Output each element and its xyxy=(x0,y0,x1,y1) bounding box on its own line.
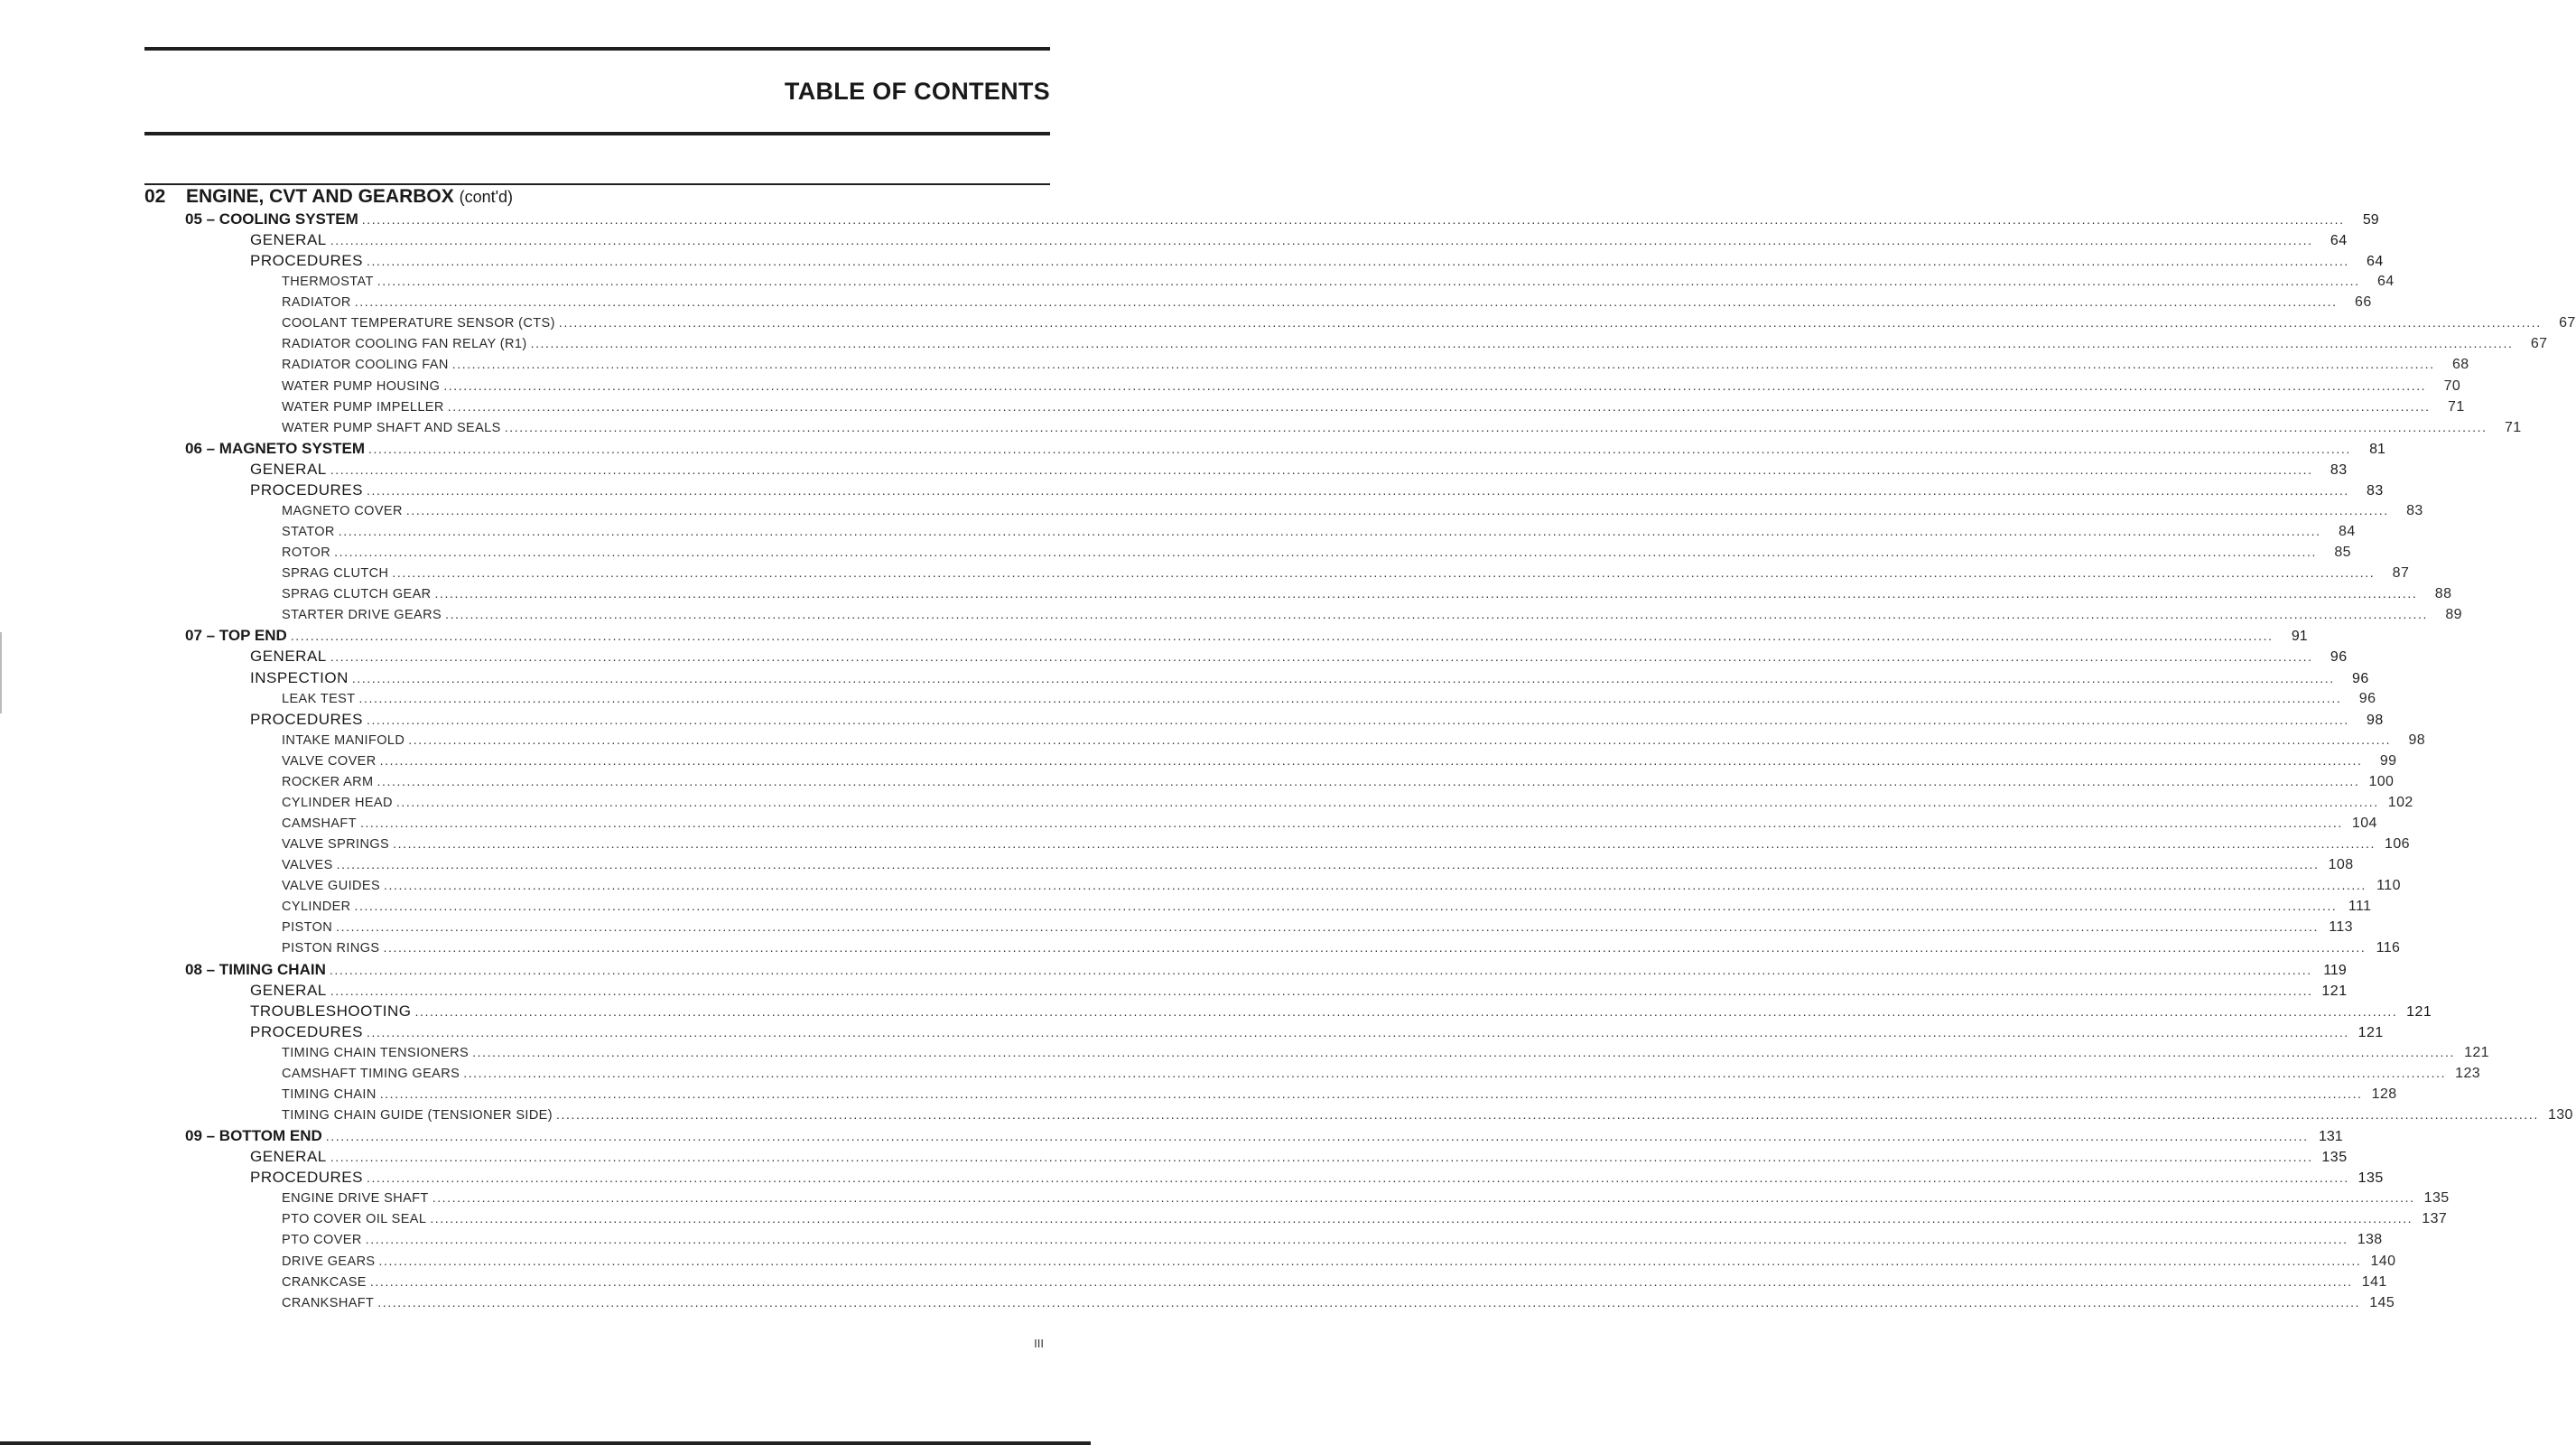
dot-leader: ................................................................................................................................................................................................................................................................................................................................................................................................................ xyxy=(325,1129,2309,1144)
dot-leader: ................................................................................................................................................................................................................................................................................................................................................................................................................ xyxy=(368,441,2351,456)
toc-entry-title: GENERAL xyxy=(250,648,327,666)
toc-entry-title: GENERAL xyxy=(250,231,327,249)
toc-entry-page: 111 xyxy=(2348,899,2372,915)
toc-entry[interactable] xyxy=(250,667,2369,688)
toc-entry-title: STARTER DRIVE GEARS xyxy=(282,608,442,623)
dot-leader: ................................................................................................................................................................................................................................................................................................................................................................................................................ xyxy=(472,1044,2455,1059)
toc-entry-page: 71 xyxy=(2448,398,2465,415)
dot-leader: ................................................................................................................................................................................................................................................................................................................................................................................................................ xyxy=(358,690,2342,705)
toc-entry[interactable] xyxy=(250,229,2348,250)
toc-entry-title: PTO COVER OIL SEAL xyxy=(282,1212,427,1227)
dot-leader: ................................................................................................................................................................................................................................................................................................................................................................................................................ xyxy=(451,357,2435,372)
toc-entry-page: 64 xyxy=(2376,274,2395,290)
toc-entry-title: GENERAL xyxy=(250,981,327,999)
toc-entry-page: 83 xyxy=(2367,482,2384,499)
toc-entry-page: 67 xyxy=(2559,315,2576,331)
toc-entry-title: PISTON RINGS xyxy=(282,941,380,956)
toc-entry-page: 88 xyxy=(2434,586,2452,602)
toc-entry[interactable] xyxy=(282,333,2548,354)
dot-leader: ................................................................................................................................................................................................................................................................................................................................................................................................................ xyxy=(366,712,2349,727)
toc-entry[interactable] xyxy=(185,438,2385,459)
toc-entry-page: 59 xyxy=(2362,212,2379,228)
toc-entry[interactable] xyxy=(250,459,2348,480)
toc-entry[interactable] xyxy=(282,604,2462,625)
toc-entry-page: 121 xyxy=(2464,1044,2489,1060)
toc-entry-title: VALVE GUIDES xyxy=(282,879,381,894)
toc-entry-page: 123 xyxy=(2455,1065,2481,1081)
toc-entry[interactable] xyxy=(282,896,2372,917)
toc-entry-title: CYLINDER HEAD xyxy=(282,795,393,810)
toc-entry-page: 121 xyxy=(2406,1003,2432,1020)
dot-leader: ................................................................................................................................................................................................................................................................................................................................................................................................................ xyxy=(336,857,2320,872)
toc-entry[interactable] xyxy=(282,771,2395,792)
dot-leader: ................................................................................................................................................................................................................................................................................................................................................................................................................ xyxy=(378,1253,2362,1268)
dot-leader: ................................................................................................................................................................................................................................................................................................................................................................................................................ xyxy=(395,794,2379,809)
toc-entry-page: 104 xyxy=(2351,816,2377,832)
toc-entry[interactable] xyxy=(282,1063,2481,1084)
toc-entry-title: PISTON xyxy=(282,920,333,936)
toc-entry-title: GENERAL xyxy=(250,1148,327,1166)
toc-entry-page: 102 xyxy=(2387,794,2413,810)
toc-entry-title: TIMING CHAIN xyxy=(282,1086,377,1102)
toc-entry-page: 137 xyxy=(2422,1211,2448,1227)
toc-entry-page: 96 xyxy=(2351,670,2369,686)
toc-entry[interactable] xyxy=(250,250,2384,271)
toc-entry-page: 106 xyxy=(2385,836,2410,853)
toc-entry-title: CAMSHAFT TIMING GEARS xyxy=(282,1066,460,1081)
toc-entry-title: WATER PUMP SHAFT AND SEALS xyxy=(282,420,501,435)
toc-entry-page: 141 xyxy=(2361,1273,2387,1290)
section-rule xyxy=(144,183,1050,185)
toc-entry[interactable] xyxy=(250,646,2348,667)
toc-entry-title: LEAK TEST xyxy=(282,691,356,706)
toc-entry-title: 05 – COOLING SYSTEM xyxy=(185,210,358,228)
toc-entry[interactable] xyxy=(185,209,2379,229)
dot-leader: ................................................................................................................................................................................................................................................................................................................................................................................................................ xyxy=(392,565,2376,581)
toc-entry-title: WATER PUMP HOUSING xyxy=(282,378,441,394)
toc-entry-title: MAGNETO COVER xyxy=(282,503,403,518)
toc-entry-title: PROCEDURES xyxy=(250,252,363,270)
toc-entry-page: 64 xyxy=(2330,233,2348,249)
toc-entry[interactable] xyxy=(282,875,2401,896)
toc-entry-title: RADIATOR COOLING FAN xyxy=(282,358,449,373)
toc-entry-page: 64 xyxy=(2367,254,2384,270)
section-number: 02 xyxy=(144,186,166,207)
toc-entry-page: 119 xyxy=(2323,962,2347,978)
toc-entry-page: 135 xyxy=(2321,1150,2348,1166)
toc-entry-title: PROCEDURES xyxy=(250,480,363,499)
toc-entry[interactable] xyxy=(282,1084,2397,1105)
toc-entry[interactable] xyxy=(282,1208,2448,1229)
toc-entry-page: 98 xyxy=(2408,732,2426,748)
toc-entry-title: GENERAL xyxy=(250,460,327,478)
toc-entry-page: 100 xyxy=(2368,773,2395,789)
toc-entry-page: 113 xyxy=(2329,919,2353,936)
toc-entry[interactable] xyxy=(282,792,2413,813)
toc-entry-title: PROCEDURES xyxy=(250,1169,363,1187)
toc-entry-page: 87 xyxy=(2392,565,2410,582)
toc-entry-title: 08 – TIMING CHAIN xyxy=(185,960,326,978)
toc-entry[interactable] xyxy=(282,521,2356,542)
toc-entry[interactable] xyxy=(250,480,2384,500)
header-top-rule xyxy=(144,47,1050,51)
dot-leader: ................................................................................................................................................................................................................................................................................................................................................................................................................ xyxy=(290,629,2274,644)
dot-leader: ................................................................................................................................................................................................................................................................................................................................................................................................................ xyxy=(351,670,2335,685)
toc-entry[interactable] xyxy=(282,563,2410,583)
dot-leader: ................................................................................................................................................................................................................................................................................................................................................................................................................ xyxy=(366,482,2349,498)
dot-leader: ................................................................................................................................................................................................................................................................................................................................................................................................................ xyxy=(330,461,2313,477)
dot-leader: ................................................................................................................................................................................................................................................................................................................................................................................................................ xyxy=(377,1294,2361,1310)
dot-leader: ................................................................................................................................................................................................................................................................................................................................................................................................................ xyxy=(365,1232,2348,1247)
toc-entry-page: 89 xyxy=(2445,607,2462,623)
toc-entry-title: RADIATOR xyxy=(282,295,351,311)
page-title: TABLE OF CONTENTS xyxy=(784,78,1050,105)
dot-leader: ................................................................................................................................................................................................................................................................................................................................................................................................................ xyxy=(366,1024,2349,1039)
toc-entry[interactable] xyxy=(282,376,2461,396)
toc-entry-title: CRANKCASE xyxy=(282,1274,367,1290)
toc-entry[interactable] xyxy=(282,730,2426,750)
toc-entry-title: ROTOR xyxy=(282,545,331,561)
toc-entry-page: 108 xyxy=(2328,857,2354,873)
toc-entry[interactable] xyxy=(282,1229,2383,1250)
toc-entry-title: TIMING CHAIN GUIDE (TENSIONER SIDE) xyxy=(282,1108,553,1123)
dot-leader: ................................................................................................................................................................................................................................................................................................................................................................................................................ xyxy=(377,773,2360,788)
toc-entry[interactable] xyxy=(282,1042,2489,1063)
toc-entry-title: TIMING CHAIN TENSIONERS xyxy=(282,1045,470,1060)
toc-entry-title: 09 – BOTTOM END xyxy=(185,1127,322,1145)
dot-leader: ................................................................................................................................................................................................................................................................................................................................................................................................................ xyxy=(558,315,2542,331)
toc-entry[interactable] xyxy=(250,980,2348,1001)
toc-entry-page: 130 xyxy=(2547,1107,2573,1123)
toc-entry-page: 91 xyxy=(2291,629,2308,645)
section-title: ENGINE, CVT AND GEARBOX xyxy=(186,186,454,207)
toc-entry[interactable] xyxy=(250,1021,2384,1042)
toc-entry-title: DRIVE GEARS xyxy=(282,1254,376,1269)
toc-entry-page: 135 xyxy=(2357,1170,2384,1187)
toc-entry-title: PROCEDURES xyxy=(250,1022,363,1040)
toc-entry[interactable] xyxy=(282,1292,2395,1313)
dot-leader: ................................................................................................................................................................................................................................................................................................................................................................................................................ xyxy=(434,586,2418,601)
toc-entry-title: STATOR xyxy=(282,525,335,540)
toc-entry[interactable] xyxy=(282,417,2522,438)
toc-entry-title: INTAKE MANIFOLD xyxy=(282,732,405,748)
toc-entry[interactable] xyxy=(282,1105,2573,1125)
toc-entry[interactable] xyxy=(282,396,2465,417)
toc-entry[interactable] xyxy=(250,1001,2432,1021)
toc-entry-title: 07 – TOP END xyxy=(185,627,287,645)
toc-entry-page: 70 xyxy=(2443,378,2461,394)
dot-leader: ................................................................................................................................................................................................................................................................................................................................................................................................................ xyxy=(430,1211,2413,1226)
toc-entry-title: THERMOSTAT xyxy=(282,275,374,290)
toc-entry[interactable] xyxy=(282,1188,2450,1208)
dot-leader: ................................................................................................................................................................................................................................................................................................................................................................................................................ xyxy=(393,836,2376,852)
toc-entry-page: 71 xyxy=(2504,419,2522,435)
dot-leader: ................................................................................................................................................................................................................................................................................................................................................................................................................ xyxy=(447,398,2431,414)
toc-entry-page: 121 xyxy=(2357,1024,2384,1040)
dot-leader: ................................................................................................................................................................................................................................................................................................................................................................................................................ xyxy=(414,1003,2398,1019)
toc-entry-title: RADIATOR COOLING FAN RELAY (R1) xyxy=(282,337,527,352)
toc-entry[interactable] xyxy=(185,625,2308,646)
toc-entry-title: CRANKSHAFT xyxy=(282,1295,375,1310)
dot-leader: ................................................................................................................................................................................................................................................................................................................................................................................................................ xyxy=(330,233,2313,248)
toc-entry-page: 110 xyxy=(2376,878,2401,894)
toc-entry-title: INSPECTION xyxy=(250,668,349,686)
toc-entry-page: 138 xyxy=(2357,1232,2383,1248)
dot-leader: ................................................................................................................................................................................................................................................................................................................................................................................................................ xyxy=(379,1086,2363,1101)
dot-leader: ................................................................................................................................................................................................................................................................................................................................................................................................................ xyxy=(354,294,2338,310)
toc-entry-page: 96 xyxy=(2358,690,2376,706)
toc-entry[interactable] xyxy=(282,312,2576,333)
dot-leader: ................................................................................................................................................................................................................................................................................................................................................................................................................ xyxy=(330,649,2313,665)
toc-entry[interactable] xyxy=(185,959,2347,980)
toc-entry-page: 121 xyxy=(2321,983,2348,999)
toc-entry-page: 99 xyxy=(2379,752,2397,769)
toc-entry[interactable] xyxy=(282,834,2410,854)
toc-entry[interactable] xyxy=(250,1167,2384,1188)
toc-entry-title: ROCKER ARM xyxy=(282,774,374,789)
dot-leader: ................................................................................................................................................................................................................................................................................................................................................................................................................ xyxy=(383,940,2367,956)
toc-entry-page: 81 xyxy=(2369,441,2385,457)
dot-leader: ................................................................................................................................................................................................................................................................................................................................................................................................................ xyxy=(443,378,2427,393)
toc-entry[interactable] xyxy=(250,1146,2348,1167)
dot-leader: ................................................................................................................................................................................................................................................................................................................................................................................................................ xyxy=(366,1170,2349,1186)
dot-leader: ................................................................................................................................................................................................................................................................................................................................................................................................................ xyxy=(432,1190,2415,1206)
toc-entry-page: 128 xyxy=(2371,1086,2397,1102)
toc-entry-title: CAMSHAFT xyxy=(282,816,357,832)
toc-entry-title: SPRAG CLUTCH xyxy=(282,566,389,582)
dot-leader: ................................................................................................................................................................................................................................................................................................................................................................................................................ xyxy=(405,502,2389,517)
toc-entry[interactable] xyxy=(282,354,2469,375)
toc-entry-page: 145 xyxy=(2369,1294,2395,1310)
toc-entry[interactable] xyxy=(250,709,2384,730)
toc-entry-page: 84 xyxy=(2339,524,2356,540)
dot-leader: ................................................................................................................................................................................................................................................................................................................................................................................................................ xyxy=(379,752,2363,768)
toc-entry-title: COOLANT TEMPERATURE SENSOR (CTS) xyxy=(282,316,555,331)
toc-entry-title: 06 – MAGNETO SYSTEM xyxy=(185,439,366,457)
dot-leader: ................................................................................................................................................................................................................................................................................................................................................................................................................ xyxy=(504,419,2488,434)
section-heading xyxy=(144,186,513,208)
toc-entry-page: 66 xyxy=(2355,294,2372,311)
toc-entry-page: 83 xyxy=(2406,502,2423,518)
toc-entry[interactable] xyxy=(185,1125,2343,1146)
dot-leader: ................................................................................................................................................................................................................................................................................................................................................................................................................ xyxy=(338,524,2321,539)
dot-leader: ................................................................................................................................................................................................................................................................................................................................................................................................................ xyxy=(377,274,2360,289)
toc-entry[interactable] xyxy=(282,854,2354,875)
toc-entry-title: PTO COVER xyxy=(282,1233,362,1248)
toc-entry[interactable] xyxy=(282,271,2395,292)
toc-entry[interactable] xyxy=(282,917,2353,937)
dot-leader: ................................................................................................................................................................................................................................................................................................................................................................................................................ xyxy=(330,983,2313,998)
toc-entry[interactable] xyxy=(282,1272,2387,1292)
dot-leader: ................................................................................................................................................................................................................................................................................................................................................................................................................ xyxy=(530,336,2514,351)
scan-bottom-edge xyxy=(0,1441,1091,1445)
toc-entry-page: 68 xyxy=(2451,357,2469,373)
dot-leader: ................................................................................................................................................................................................................................................................................................................................................................................................................ xyxy=(334,545,2317,560)
toc-entry-title: ENGINE DRIVE SHAFT xyxy=(282,1191,429,1207)
dot-leader: ................................................................................................................................................................................................................................................................................................................................................................................................................ xyxy=(329,962,2312,977)
dot-leader: ................................................................................................................................................................................................................................................................................................................................................................................................................ xyxy=(556,1107,2539,1122)
toc-entry-title: VALVE SPRINGS xyxy=(282,837,390,853)
toc-entry[interactable] xyxy=(282,937,2401,958)
toc-entry-page: 67 xyxy=(2530,336,2548,352)
toc-entry[interactable] xyxy=(282,750,2397,771)
dot-leader: ................................................................................................................................................................................................................................................................................................................................................................................................................ xyxy=(336,919,2319,935)
toc-entry-page: 85 xyxy=(2334,545,2351,561)
dot-leader: ................................................................................................................................................................................................................................................................................................................................................................................................................ xyxy=(463,1065,2447,1080)
dot-leader: ................................................................................................................................................................................................................................................................................................................................................................................................................ xyxy=(354,899,2338,914)
toc-entry[interactable] xyxy=(282,583,2452,604)
section-continued-note: (cont'd) xyxy=(459,188,514,206)
toc-entry-page: 96 xyxy=(2330,649,2348,666)
scan-edge-mark xyxy=(0,632,2,713)
toc-entry-page: 83 xyxy=(2330,461,2348,478)
toc-entry-page: 131 xyxy=(2318,1129,2343,1145)
dot-leader: ................................................................................................................................................................................................................................................................................................................................................................................................................ xyxy=(361,212,2345,227)
toc-entry-title: TROUBLESHOOTING xyxy=(250,1002,412,1020)
toc-entry-title: PROCEDURES xyxy=(250,710,363,728)
dot-leader: ................................................................................................................................................................................................................................................................................................................................................................................................................ xyxy=(384,878,2367,893)
toc-entry[interactable] xyxy=(282,688,2376,709)
toc-entry-title: WATER PUMP IMPELLER xyxy=(282,399,444,415)
toc-entry[interactable] xyxy=(282,542,2351,563)
toc-entry[interactable] xyxy=(282,813,2377,834)
dot-leader: ................................................................................................................................................................................................................................................................................................................................................................................................................ xyxy=(330,1150,2313,1165)
dot-leader: ................................................................................................................................................................................................................................................................................................................................................................................................................ xyxy=(359,816,2343,831)
dot-leader: ................................................................................................................................................................................................................................................................................................................................................................................................................ xyxy=(408,732,2392,747)
toc-entry-title: CYLINDER xyxy=(282,900,351,915)
toc-entry[interactable] xyxy=(282,1251,2396,1272)
toc-entry[interactable] xyxy=(282,500,2423,521)
header-bottom-rule xyxy=(144,132,1050,135)
dot-leader: ................................................................................................................................................................................................................................................................................................................................................................................................................ xyxy=(445,607,2428,622)
toc-entry-page: 98 xyxy=(2367,712,2384,728)
toc-entry-title: VALVE COVER xyxy=(282,753,377,769)
toc-entry-page: 116 xyxy=(2376,940,2401,956)
toc-entry-title: SPRAG CLUTCH GEAR xyxy=(282,587,432,602)
toc-entry-title: VALVES xyxy=(282,858,333,873)
dot-leader: ................................................................................................................................................................................................................................................................................................................................................................................................................ xyxy=(369,1273,2353,1289)
toc-entry[interactable] xyxy=(282,292,2372,312)
dot-leader: ................................................................................................................................................................................................................................................................................................................................................................................................................ xyxy=(366,254,2349,269)
toc-entry-page: 140 xyxy=(2370,1253,2396,1269)
page-number: III xyxy=(1034,1337,1044,1350)
toc-entry-page: 135 xyxy=(2423,1190,2450,1207)
